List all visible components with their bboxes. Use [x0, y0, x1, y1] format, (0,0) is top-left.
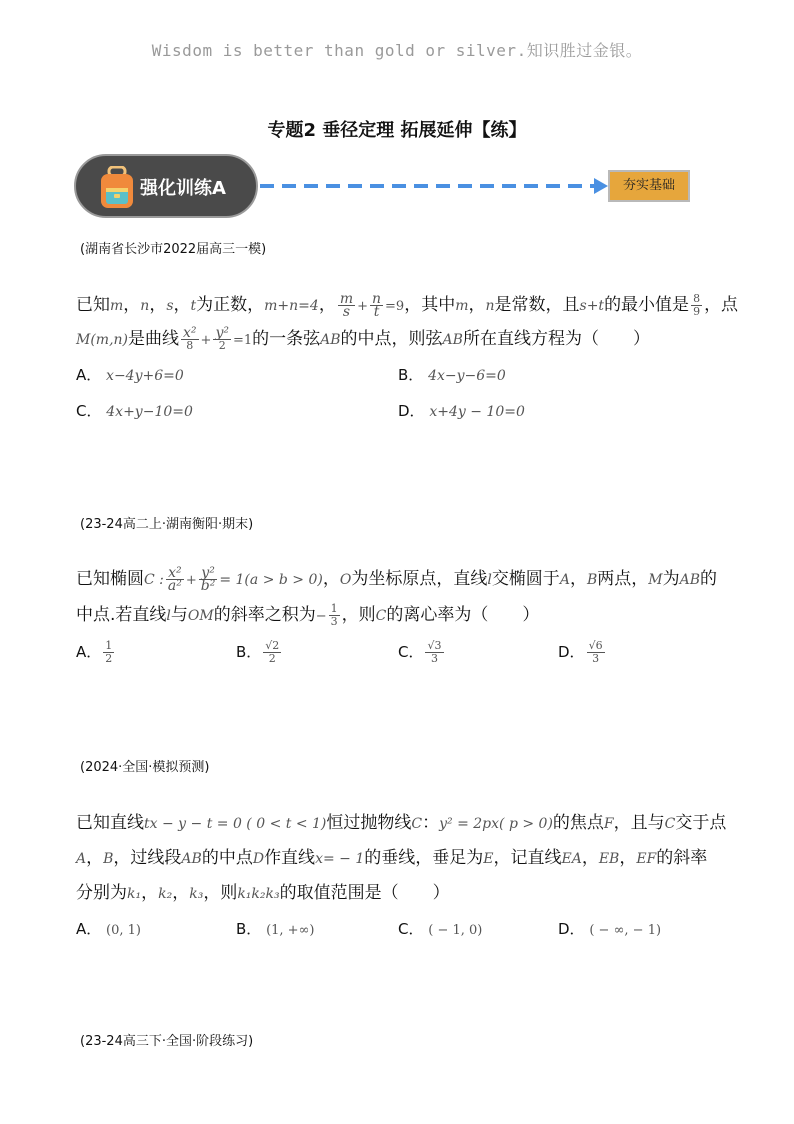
section-label: 强化训练A [140, 178, 226, 199]
section-banner [74, 154, 694, 220]
foundation-tag: 夯实基础 [608, 170, 690, 202]
section-pill [74, 154, 258, 218]
problem-3-option-a[interactable]: A． (0, 1) [76, 920, 141, 938]
problem-3-line-1: 已知直线tx − y − t = 0 ( 0 < t < 1)恒过抛物线C：y² = 2px( p > 0)的焦点F，且与C交于点 [76, 813, 727, 833]
problem-1-option-c[interactable]: C． 4x+y−10=0 [76, 402, 193, 420]
problem-2-source: (23-24高二上·湖南衡阳·期末) [80, 517, 254, 532]
problem-3-source: (2024·全国·模拟预测) [80, 760, 210, 775]
problem-2-option-a[interactable]: A． $\frac{1}{2}$ [76, 639, 113, 665]
watermark: Wisdom is better than gold or silver.知识胜过金银。 [151, 41, 643, 60]
problem-3-option-b[interactable]: B． (1, +∞) [236, 920, 315, 938]
problem-1-option-b[interactable]: B． 4x−y−6=0 [398, 366, 506, 384]
problem-1-option-a[interactable]: A． x−4y+6=0 [76, 366, 184, 384]
problem-1-line-1: 已知m，n，s，t为正数，m+n=4， $\frac{m}{s}$ + $\frac{n}{t}$ =9，其中m，n是常数，且s+t的最小值是 $\frac{8}{9}$ ，点 [76, 290, 739, 320]
problem-3-line-2: A，B，过线段AB的中点D作直线x= − 1的垂线，垂足为E，记直线EA，EB，EF的斜率 [76, 848, 708, 868]
problem-1-line-2: M(m,n)是曲线 $\frac{\text{x²}}{8}$ + $\frac{\text{y²}}{2}$ =1的一条弦AB的中点，则弦AB所在直线方程为（ ） [76, 324, 650, 352]
backpack-icon [98, 166, 136, 210]
problem-2-option-c[interactable]: C． $\frac{√3}{3}$ [398, 639, 442, 665]
problem-3-option-c[interactable]: C． ( − 1, 0) [398, 920, 483, 938]
problem-2-line-2: 中点.若直线l与OM的斜率之积为− $\frac{1}{3}$ ，则C的离心率为（ ） [76, 601, 540, 628]
problem-2-option-b[interactable]: B． $\frac{√2}{2}$ [236, 639, 280, 665]
problem-1-option-d[interactable]: D． x+4y − 10=0 [398, 402, 525, 420]
problem-2-option-d[interactable]: D． $\frac{√6}{3}$ [558, 639, 603, 665]
problem-3-option-d[interactable]: D． ( − ∞, − 1) [558, 920, 662, 938]
problem-4-source: (23-24高三下·全国·阶段练习) [80, 1034, 254, 1049]
page-title: 专题2 垂径定理 拓展延伸【练】 [267, 120, 527, 141]
problem-1-source: (湖南省长沙市2022届高三一模) [80, 242, 267, 257]
problem-2-line-1: 已知椭圆C : $\frac{\text{x²}}{\text{a²}}$ + $\frac{\text{y²}}{\text{b²}}$ = 1(a > b > 0)，O为坐标原点，直线l交椭圆于A，B两点，M为AB的 [76, 564, 717, 594]
problem-3-line-3: 分别为k₁，k₂，k₃，则k₁k₂k₃的取值范围是（ ） [76, 883, 450, 903]
